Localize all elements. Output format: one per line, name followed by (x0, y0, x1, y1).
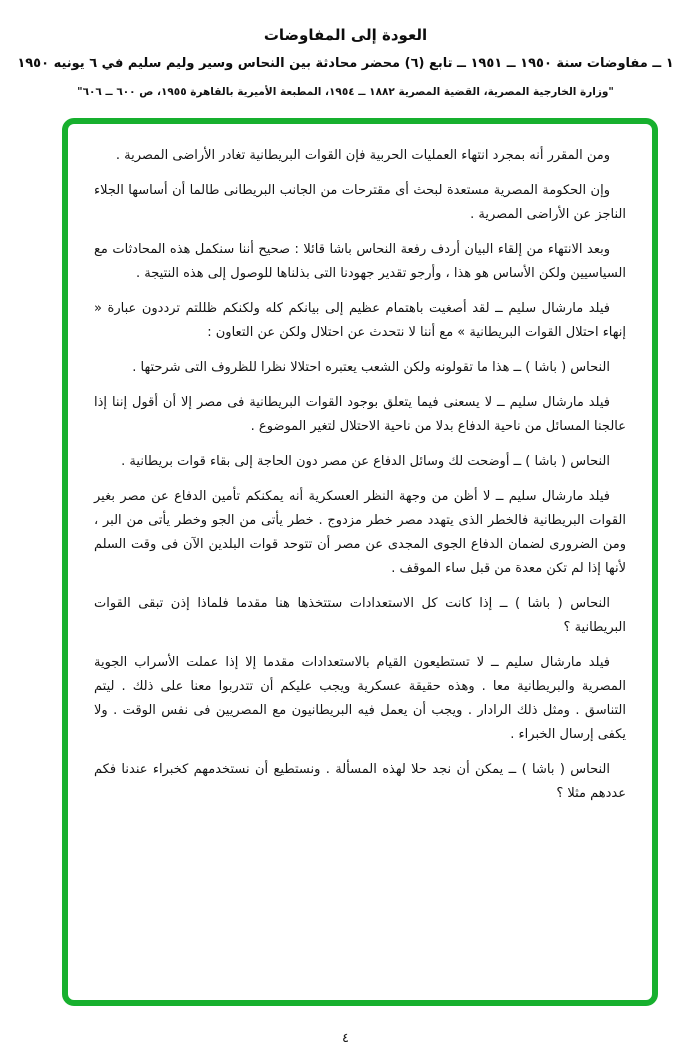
paragraph: وإن الحكومة المصرية مستعدة لبحث أى مقترحات من الجانب البريطانى طالما أن أساسها الجلاء الناجز عن الأراضى المصرية . (94, 183, 626, 222)
page-title: العودة إلى المفاوضات (263, 26, 428, 44)
paragraph: فيلد مارشال سليم ــ لا تستطيعون القيام بالاستعدادات مقدما إلا إذا عملت الأسراب الجوية المصرية والبريطانية معا . وهذه حقيقة عسكرية ويجب عليكم أن تتدربوا معنا على ذلك . ليتم التناسق . ومثل ذلك الرادار . ويجب أن يعمل فيه البريطانيون مع المصريين فى نفس الوقت . ولا يكفى إرسال الخبراء . (94, 655, 626, 742)
paragraph: وبعد الانتهاء من إلقاء البيان أردف رفعة النحاس باشا قائلا : صحيح أننا سنكمل هذه المحادثات مع السياسيين ولكن الأساس هو هذا ، وأرجو تقدير جهودنا التى بذلناها للوصول إلى هذه النتيجة . (94, 242, 626, 281)
paragraph: فيلد مارشال سليم ــ لا أظن من وجهة النظر العسكرية أنه يمكنكم تأمين الدفاع عن مصر بغير القوات البريطانية فالخطر الذى يتهدد مصر خطر مزدوج . خطر يأتى من الجو وخطر يأتى من البر ، ومن الضرورى لضمان الدفاع الجوى المجدى عن مصر أن تتوحد قوات البلدين الآن فى وقت السلم لأنها إذا لم تكن معدة من قبل ساء الموقف . (94, 489, 626, 576)
paragraph: النحاس ( باشا ) ــ أوضحت لك وسائل الدفاع عن مصر دون الحاجة إلى بقاء قوات بريطانية . (121, 454, 610, 469)
paragraph: النحاس ( باشا ) ــ يمكن أن نجد حلا لهذه المسألة . ونستطيع أن نستخدمهم كخبراء عندنا فكم عددهم مثلا ؟ (94, 762, 626, 801)
paragraph: فيلد مارشال سليم ــ لا يسعنى فيما يتعلق بوجود القوات البريطانية فى مصر إلا أن أقول إننا إذا عالجنا المسائل من ناحية الدفاع بدلا من ناحية الاحتلال لتغير الموضوع . (94, 395, 626, 434)
source-citation: "وزارة الخارجية المصرية، القضية المصرية ١٨٨٢ ــ ١٩٥٤، المطبعة الأميرية بالقاهرة ١٩٥٥، ص ٦٠٠ ــ ٦٠٦" (77, 86, 614, 98)
paragraph: فيلد مارشال سليم ــ لقد أصغيت باهتمام عظيم إلى بيانكم كله ولكنكم ظللتم ترددون عبارة « إنهاء احتلال القوات البريطانية » مع أننا لا نتحدث عن احتلال ولكن عن التعاون : (94, 301, 626, 340)
page-number: ٤ (342, 1031, 349, 1046)
document-box (62, 118, 658, 1006)
paragraph: النحاس ( باشا ) ــ هذا ما تقولونه ولكن الشعب يعتبره احتلالا نظرا للظروف التى شرحتها . (132, 360, 610, 375)
paragraph: ومن المقرر أنه بمجرد انتهاء العمليات الحربية فإن القوات البريطانية تغادر الأراضى المصرية . (115, 148, 610, 163)
paragraph: النحاس ( باشا ) ــ إذا كانت كل الاستعدادات ستتخذها هنا مقدما فلماذا إذن تبقى القوات البريطانية ؟ (94, 596, 626, 635)
document-box-content (94, 144, 626, 806)
document-heading: ١ ــ مفاوضات سنة ١٩٥٠ ــ ١٩٥١ ــ تابع (٦) محضر محادثة بين النحاس وسير وليم سليم في ٦ يونيه ١٩٥٠ (17, 56, 674, 71)
